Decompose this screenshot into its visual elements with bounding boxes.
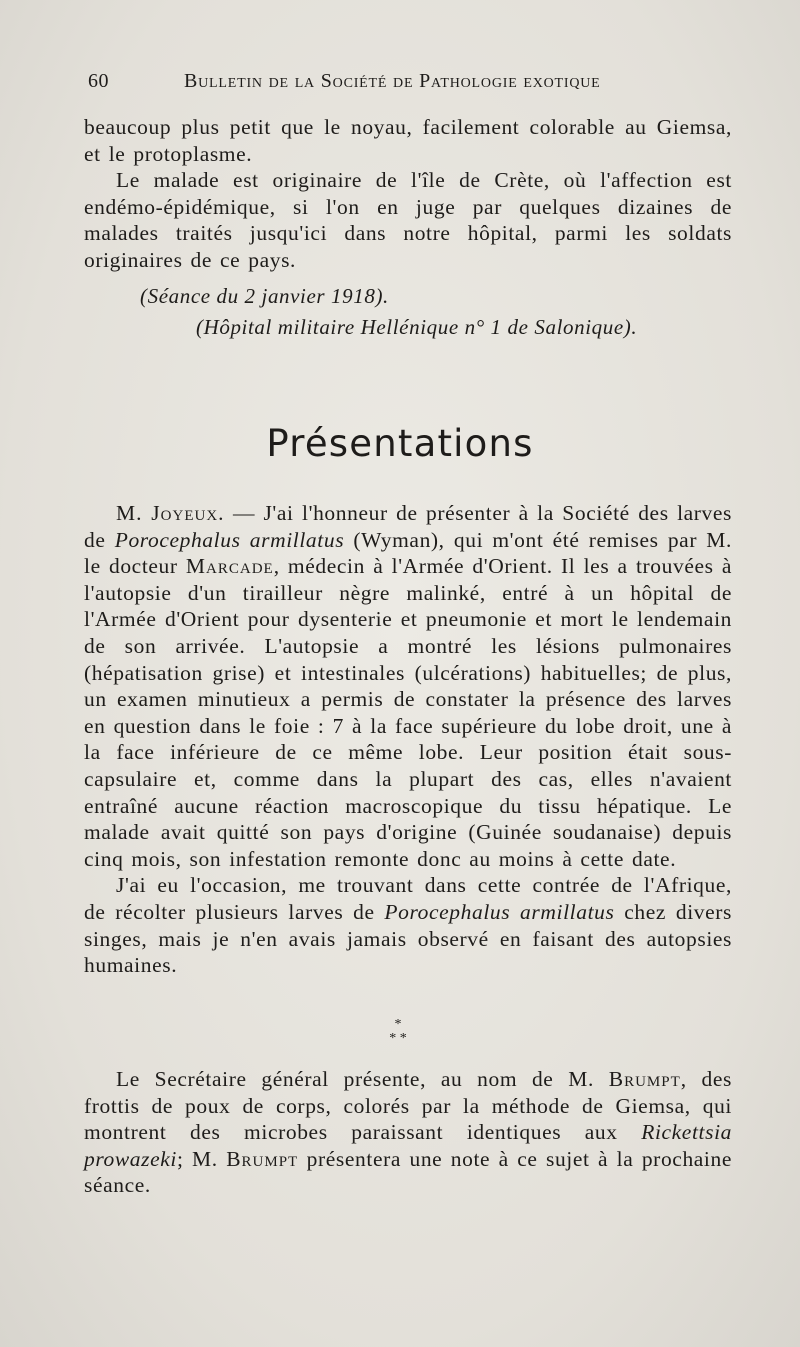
joyeux-paragraph-2 (84, 872, 732, 978)
joyeux-text-3: , médecin à l'Armée d'Orient. Il les a trouvées à l'autopsie d'un tirailleur nègre malinké, entré à un hôpital de l'Armée d'Orient pour dysenterie et pneumonie et mort le lendemain de son arrivée. L'autopsie a montré les lésions pulmonaires (hépatisation grise) et intestinales (ulcérations) habituelles; de plus, un examen minutieux a permis de constater la présence des larves en question dans le foie : 7 à la face supérieure du lobe droit, une à la face inférieure de ce même lobe. Leur position était sous-capsulaire et, comme dans la plupart des cas, elles n'avaient entraîné aucune réaction macroscopique du tissu hépatique. Le malade avait quitté son pays d'origine (Guinée soudanaise) depuis cinq mois, son infestation remonte donc au moins à cette date. (84, 554, 732, 871)
asterism-top: * (394, 1017, 402, 1032)
joyeux-presentation (84, 500, 732, 979)
hospital-signature: (Hôpital militaire Hellénique n° 1 de Salonique). (196, 315, 638, 339)
brumpt-text-4: présentera une note à ce sujet à la prochaine séance. (84, 1146, 732, 1197)
brumpt-paragraph (84, 1066, 732, 1199)
page-number: 60 (88, 70, 109, 92)
author-name: M. Joyeux. (116, 501, 225, 525)
intro-paragraph-2: Le malade est originaire de l'île de Crète, où l'affection est endémo-épidémique, si l'on en juge par quelques dizaines de malades traités jusqu'ici dans notre hôpital, parmi les soldats originaires de ce pays. (84, 168, 732, 272)
asterism-bottom: * * (389, 1031, 407, 1046)
brumpt-text-1: Le Secrétaire général présente, au nom de M. (116, 1067, 609, 1091)
intro-paragraph-1: beaucoup plus petit que le noyau, facilement colorable au Giemsa, et le protoplasme. (84, 115, 732, 166)
joyeux-text-5: chez divers singes, mais je n'en avais jamais observé en faisant des autopsies humaines. (84, 899, 732, 978)
brumpt-text-3: ; M. (177, 1146, 227, 1171)
brumpt-name: Brumpt (226, 1146, 299, 1171)
species-name: Rickettsia prowazeki (84, 1120, 732, 1171)
brumpt-presentation (84, 1066, 732, 1199)
asterism-separator (368, 1018, 428, 1046)
running-header (88, 70, 648, 93)
joyeux-paragraph-1 (84, 500, 732, 872)
intro-section (84, 114, 732, 273)
joyeux-text-1: — J'ai l'honneur de présenter à la Société des larves de (84, 501, 733, 552)
session-date: (Séance du 2 janvier 1918). (140, 284, 389, 308)
doctor-name: Marcade (185, 554, 274, 579)
section-title: Présentations (266, 422, 534, 465)
species-name: Porocephalus armillatus (384, 899, 615, 924)
species-name: Porocephalus armillatus (114, 527, 345, 552)
brumpt-text-2: , des frottis de poux de corps, colorés par la méthode de Giemsa, qui montrent des microbes paraissant identiques aux (84, 1067, 732, 1144)
joyeux-text-4: J'ai eu l'occasion, me trouvant dans cette contrée de l'Afrique, de récolter plusieurs larves de (84, 873, 732, 924)
joyeux-text-2: (Wyman), qui m'ont été remises par M. le docteur (84, 527, 732, 579)
journal-title: Bulletin de la Société de Pathologie exotique (184, 70, 601, 92)
brumpt-name: Brumpt (608, 1067, 681, 1091)
